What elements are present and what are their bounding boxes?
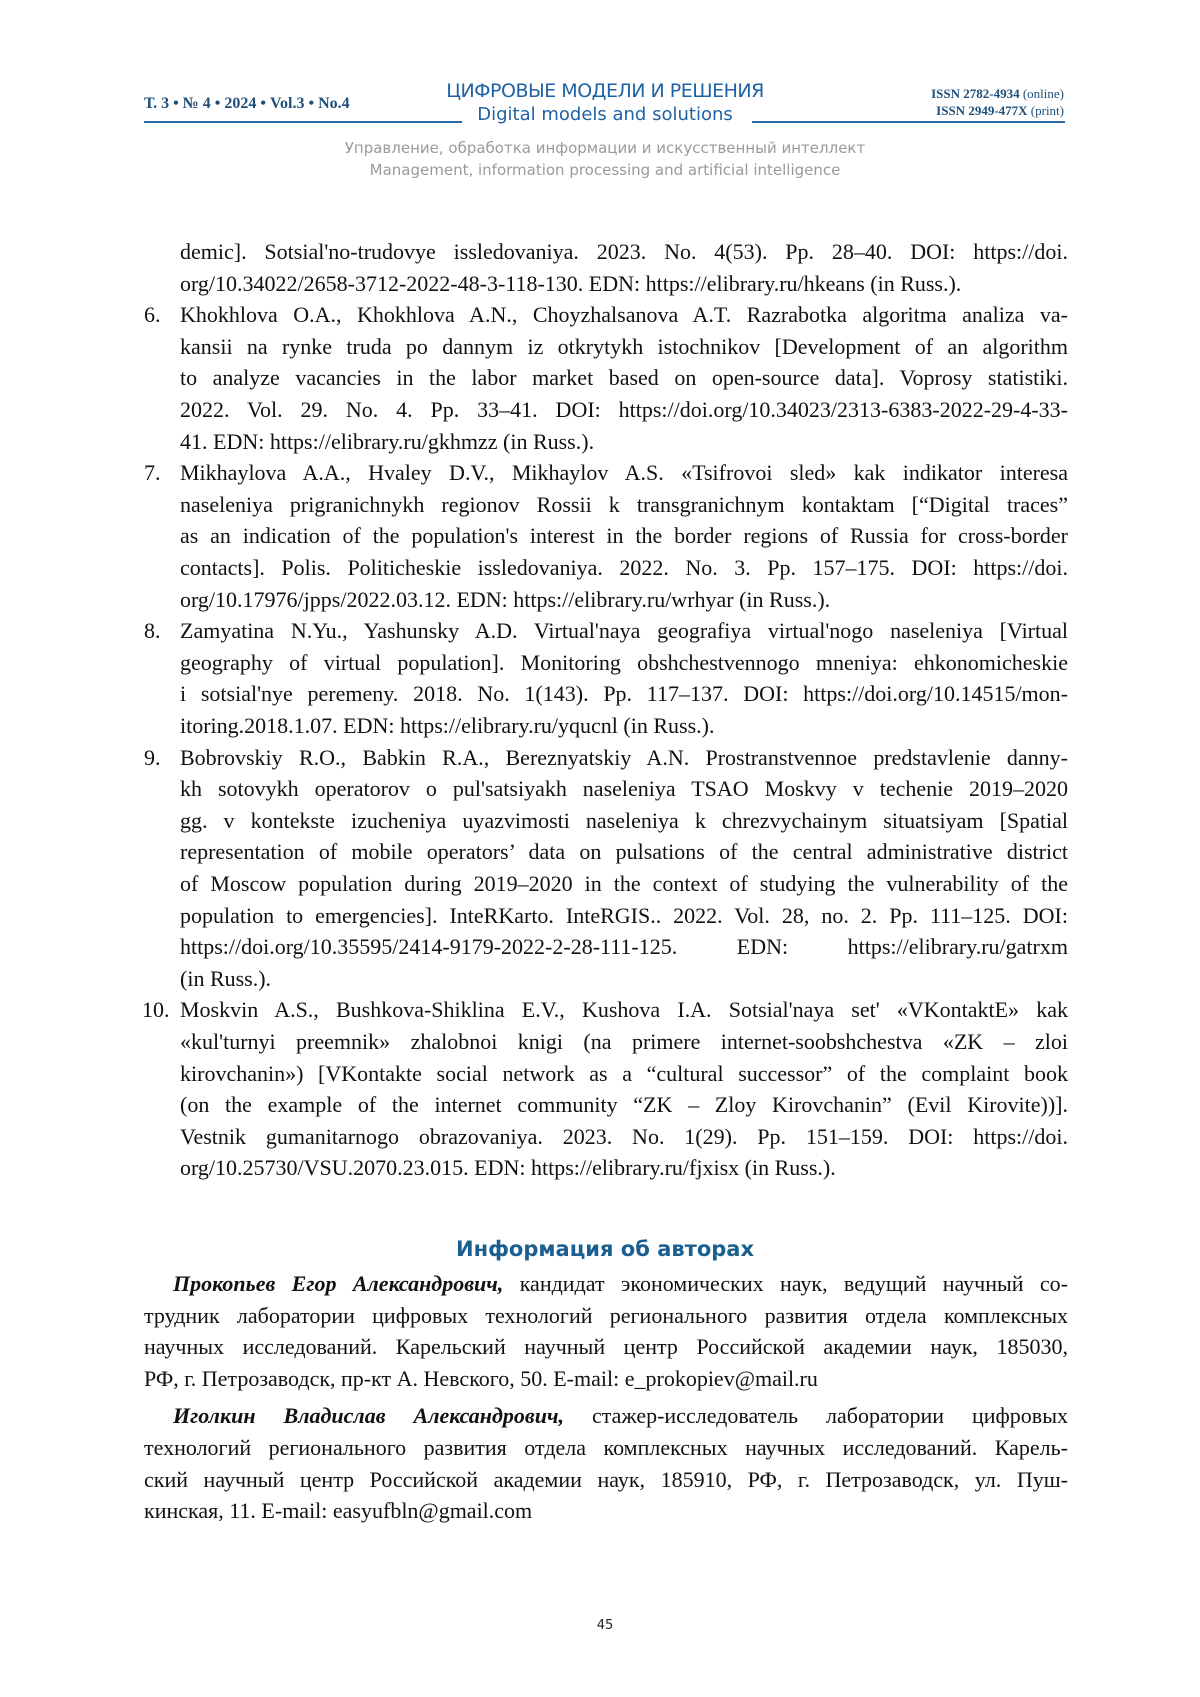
author-line: ский научный центр Российской академии наук, 185910, РФ, г. Петрозаводск, ул. Пуш- xyxy=(144,1464,1068,1496)
reference-line: 2022. Vol. 29. No. 4. Pp. 33–41. DOI: https://doi.org/10.34023/2313-6383-2022-29-4-33- xyxy=(180,394,1068,426)
reference-line: Bobrovskiy R.O., Babkin R.A., Bereznyatskiy A.N. Prostranstvennoe predstavlenie danny- xyxy=(180,742,1068,774)
reference-line: kansii na rynke truda po dannym iz otkrytykh istochnikov [Development of an algorithm xyxy=(180,331,1068,363)
reference-line: 41. EDN: https://elibrary.ru/gkhmzz (in Russ.). xyxy=(180,426,1068,458)
journal-title-en: Digital models and solutions xyxy=(0,104,1200,125)
reference-number: 9. xyxy=(144,742,161,774)
reference-line: representation of mobile operators’ data on pulsations of the central administrative district xyxy=(180,836,1068,868)
reference-line: Zamyatina N.Yu., Yashunsky A.D. Virtual'naya geografiya virtual'nogo naseleniya [Virtual xyxy=(180,615,1068,647)
reference-line: Moskvin A.S., Bushkova-Shiklina E.V., Kushova I.A. Sotsial'naya set' «VKontaktE» kak xyxy=(180,994,1068,1026)
authors-heading: Информация об авторах xyxy=(0,1237,1200,1261)
reference-line: Vestnik gumanitarnogo obrazovaniya. 2023. No. 1(29). Pp. 151–159. DOI: https://doi. xyxy=(180,1121,1068,1153)
issue-info: Т. 3 • № 4 • 2024 • Vol.3 • No.4 xyxy=(144,95,350,113)
header-rule-left xyxy=(144,121,462,123)
author-line: РФ, г. Петрозаводск, пр-кт А. Невского, 50. E-mail: e_prokopiev@mail.ru xyxy=(144,1363,1068,1395)
author-line: научных исследований. Карельский научный центр Российской академии наук, 185030, xyxy=(144,1331,1068,1363)
reference-line: Khokhlova O.A., Khokhlova A.N., Choyzhalsanova A.T. Razrabotka algoritma analiza va- xyxy=(180,299,1068,331)
section-title-ru: Управление, обработка информации и искусственный интеллект xyxy=(0,139,1200,157)
reference-line: (in Russ.). xyxy=(180,963,1068,995)
reference-line: to analyze vacancies in the labor market based on open-source data]. Voprosy statistiki. xyxy=(180,362,1068,394)
reference-line: itoring.2018.1.07. EDN: https://elibrary.ru/yqucnl (in Russ.). xyxy=(180,710,1068,742)
reference-line: org/10.34022/2658-3712-2022-48-3-118-130. EDN: https://elibrary.ru/hkeans (in Russ.). xyxy=(180,268,1068,300)
reference-line: demic]. Sotsial'no-trudovye issledovaniya. 2023. No. 4(53). Pp. 28–40. DOI: https://doi. xyxy=(180,236,1068,268)
reference-line: geography of virtual population]. Monitoring obshchestvennogo mneniya: ehkonomicheskie xyxy=(180,647,1068,679)
author-line: кинская, 11. E-mail: easyufbln@gmail.com xyxy=(144,1495,1068,1527)
author-name: Иголкин Владислав Александрович, xyxy=(173,1403,564,1428)
journal-title-ru: ЦИФРОВЫЕ МОДЕЛИ И РЕШЕНИЯ xyxy=(0,80,1200,102)
issn-print xyxy=(936,103,1064,119)
issn-online-label: (online) xyxy=(1023,86,1064,101)
reference-line: https://doi.org/10.35595/2414-9179-2022-2-28-111-125. EDN: https://elibrary.ru/gatrxm xyxy=(180,931,1068,963)
reference-number: 7. xyxy=(144,457,161,489)
issn-print-number: ISSN 2949-477X xyxy=(936,103,1027,118)
author-description: стажер-исследователь лаборатории цифровых xyxy=(564,1403,1068,1428)
author-line: технологий регионального развития отдела комплексных научных исследований. Карель- xyxy=(144,1432,1068,1464)
reference-line: of Moscow population during 2019–2020 in the context of studying the vulnerability of the xyxy=(180,868,1068,900)
page-number: 45 xyxy=(0,1618,1200,1633)
reference-line: kirovchanin») [VKontakte social network as a “cultural successor” of the complaint book xyxy=(180,1058,1068,1090)
reference-line: org/10.25730/VSU.2070.23.015. EDN: https://elibrary.ru/fjxisx (in Russ.). xyxy=(180,1152,1068,1184)
section-title-en: Management, information processing and artificial intelligence xyxy=(0,161,1200,179)
reference-line: (on the example of the internet community “ZK – Zloy Kirovchanin” (Evil Kirovite))]. xyxy=(180,1089,1068,1121)
reference-number: 6. xyxy=(144,299,161,331)
reference-line: Mikhaylova A.A., Hvaley D.V., Mikhaylov A.S. «Tsifrovoi sled» kak indikator interesa xyxy=(180,457,1068,489)
reference-number: 10. xyxy=(142,994,170,1026)
reference-line: i sotsial'nye peremeny. 2018. No. 1(143). Pp. 117–137. DOI: https://doi.org/10.14515/mon- xyxy=(180,678,1068,710)
reference-line: gg. v kontekste izucheniya uyazvimosti naseleniya k chrezvychainym situatsiyam [Spatial xyxy=(180,805,1068,837)
reference-line: org/10.17976/jpps/2022.03.12. EDN: https://elibrary.ru/wrhyar (in Russ.). xyxy=(180,584,1068,616)
header-rule-right xyxy=(752,121,1065,123)
reference-line: naseleniya prigranichnykh regionov Rossii k transgranichnym kontaktam [“Digital traces” xyxy=(180,489,1068,521)
reference-line: contacts]. Polis. Politicheskie issledovaniya. 2022. No. 3. Pp. 157–175. DOI: https://doi. xyxy=(180,552,1068,584)
reference-line: population to emergencies]. InteRKarto. InteRGIS.. 2022. Vol. 28, no. 2. Pp. 111–125. DOI: xyxy=(180,900,1068,932)
author-name: Прокопьев Егор Александрович, xyxy=(173,1271,503,1296)
author-description: кандидат экономических наук, ведущий научный со- xyxy=(503,1271,1068,1296)
issn-online xyxy=(931,86,1064,102)
reference-line: «kul'turnyi preemnik» zhalobnoi knigi (na primere internet-soobshchestva «ZK – zloi xyxy=(180,1026,1068,1058)
reference-line: as an indication of the population's interest in the border regions of Russia for cross-border xyxy=(180,520,1068,552)
author-line xyxy=(173,1400,1068,1432)
issn-online-number: ISSN 2782-4934 xyxy=(931,86,1020,101)
reference-number: 8. xyxy=(144,615,161,647)
issn-print-label: (print) xyxy=(1031,103,1064,118)
author-line: трудник лаборатории цифровых технологий регионального развития отдела комплексных xyxy=(144,1300,1068,1332)
reference-line: kh sotovykh operatorov o pul'satsiyakh naseleniya TSAO Moskvy v techenie 2019–2020 xyxy=(180,773,1068,805)
author-line xyxy=(173,1268,1068,1300)
